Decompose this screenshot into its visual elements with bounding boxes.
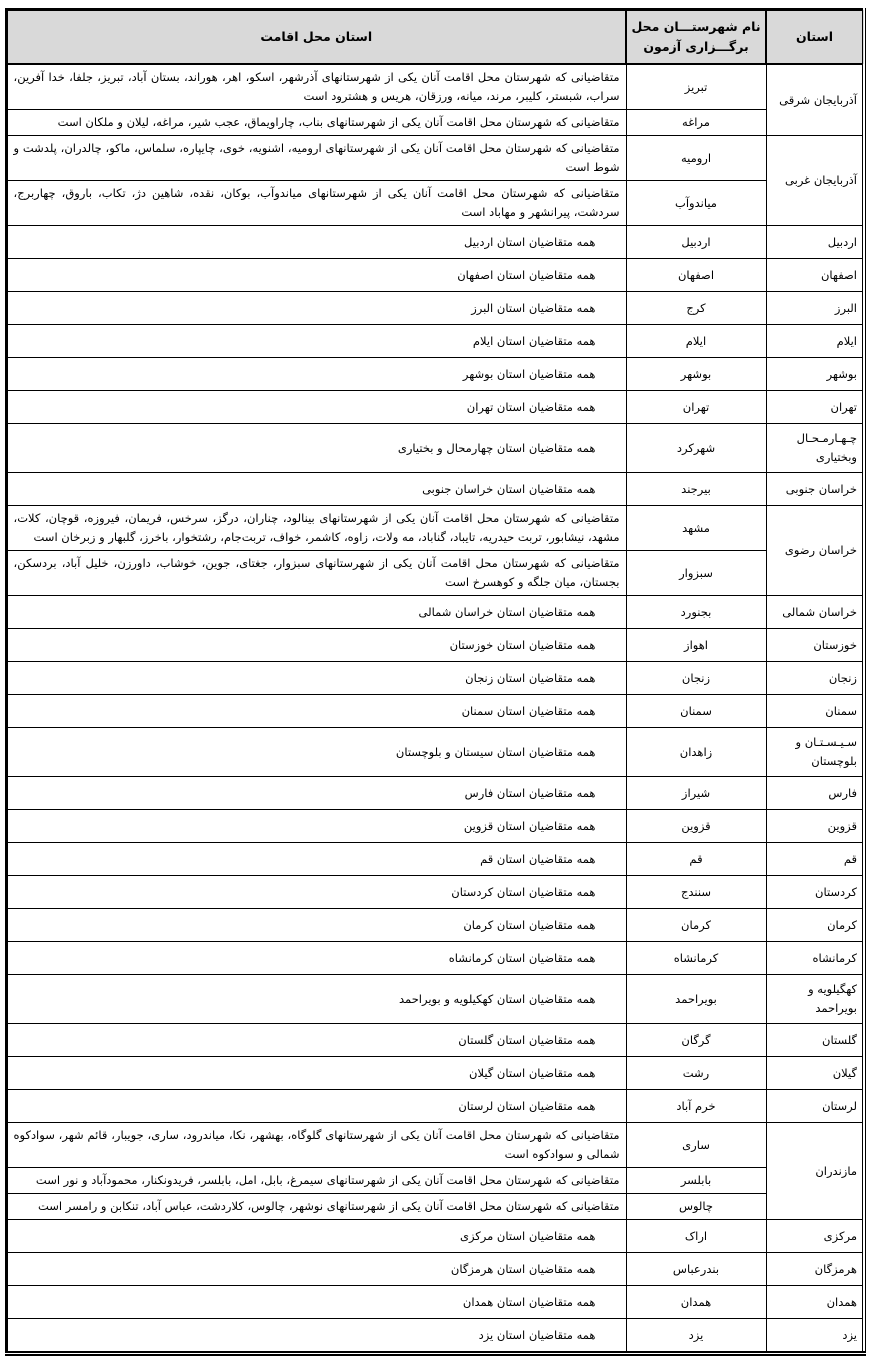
city-cell: سبزوار bbox=[626, 551, 766, 596]
table-row bbox=[6, 259, 864, 292]
city-cell: چالوس bbox=[626, 1194, 766, 1220]
table-row bbox=[6, 629, 864, 662]
province-cell: همدان bbox=[766, 1286, 864, 1319]
table-row bbox=[6, 1024, 864, 1057]
residence-cell: همه متقاضیان استان بوشهر bbox=[6, 358, 626, 391]
table-row bbox=[6, 942, 864, 975]
city-cell: اصفهان bbox=[626, 259, 766, 292]
residence-cell: همه متقاضیان استان فارس bbox=[6, 777, 626, 810]
table-row bbox=[6, 810, 864, 843]
residence-cell: همه متقاضیان استان خراسان شمالی bbox=[6, 596, 626, 629]
table-row bbox=[6, 358, 864, 391]
residence-cell: متقاضیانی که شهرستان محل اقامت آنان یکی از شهرستانهای بناب، چاراویماق، عجب شیر، مراغه، لیلان و ملکان است bbox=[6, 110, 626, 136]
city-cell: اهواز bbox=[626, 629, 766, 662]
exam-locations-table bbox=[5, 8, 867, 1356]
residence-cell: همه متقاضیان استان هرمزگان bbox=[6, 1253, 626, 1286]
table-body bbox=[6, 64, 864, 1354]
table-row bbox=[6, 1057, 864, 1090]
city-cell: میاندوآب bbox=[626, 181, 766, 226]
province-cell: لرستان bbox=[766, 1090, 864, 1123]
province-cell: خراسان رضوی bbox=[766, 506, 864, 596]
province-cell: خراسان جنوبی bbox=[766, 473, 864, 506]
residence-cell: متقاضیانی که شهرستان محل اقامت آنان یکی از شهرستانهای بینالود، چناران، درگز، سرخس، فریمان، فیروزه، قوچان، کلات، مشهد، نیشابور، تربت حیدریه، تایباد، گناباد، مه ولات، زاوه، کاشمر، خواف، تربت‌جام، رشتخوار، باخرز، گلبهار و زبرخان است bbox=[6, 506, 626, 551]
table-row bbox=[6, 909, 864, 942]
city-cell: شیراز bbox=[626, 777, 766, 810]
province-cell: تهران bbox=[766, 391, 864, 424]
residence-cell: همه متقاضیان استان زنجان bbox=[6, 662, 626, 695]
city-cell: مراغه bbox=[626, 110, 766, 136]
residence-cell: همه متقاضیان استان ایلام bbox=[6, 325, 626, 358]
city-cell: ایلام bbox=[626, 325, 766, 358]
residence-cell: همه متقاضیان استان خوزستان bbox=[6, 629, 626, 662]
province-cell: مرکزی bbox=[766, 1220, 864, 1253]
province-cell: سمنان bbox=[766, 695, 864, 728]
city-cell: قم bbox=[626, 843, 766, 876]
table-row bbox=[6, 1090, 864, 1123]
residence-cell: متقاضیانی که شهرستان محل اقامت آنان یکی از شهرستانهای نوشهر، چالوس، کلاردشت، عباس آباد، تنکابن و رامسر است bbox=[6, 1194, 626, 1220]
province-cell: سـیـسـتـان و بلوچستان bbox=[766, 728, 864, 777]
table-row bbox=[6, 1286, 864, 1319]
table-row bbox=[6, 662, 864, 695]
residence-cell: همه متقاضیان استان کهکیلویه و بویراحمد bbox=[6, 975, 626, 1024]
city-cell: مشهد bbox=[626, 506, 766, 551]
header-exam-city: نام شهرستـــان محل برگـــزاری آزمون bbox=[626, 10, 766, 65]
city-cell: بابلسر bbox=[626, 1168, 766, 1194]
residence-cell: همه متقاضیان استان سمنان bbox=[6, 695, 626, 728]
province-cell: کردستان bbox=[766, 876, 864, 909]
city-cell: بوشهر bbox=[626, 358, 766, 391]
city-cell: بجنورد bbox=[626, 596, 766, 629]
residence-cell: متقاضیانی که شهرستان محل اقامت آنان یکی از شهرستانهای سیمرغ، بابل، امل، بابلسر، فریدونکنار، محمودآباد و نور است bbox=[6, 1168, 626, 1194]
province-cell: آذربایجان غربی bbox=[766, 136, 864, 226]
table-row bbox=[6, 391, 864, 424]
residence-cell: همه متقاضیان استان تهران bbox=[6, 391, 626, 424]
city-cell: شهرکرد bbox=[626, 424, 766, 473]
residence-cell: متقاضیانی که شهرستان محل اقامت آنان یکی از شهرستانهای گلوگاه، بهشهر، نکا، میاندرود، ساری، جویبار، قائم شهر، سوادکوه شمالی و سوادکوه است bbox=[6, 1123, 626, 1168]
table-row bbox=[6, 777, 864, 810]
table-row bbox=[6, 110, 864, 136]
province-cell: هرمزگان bbox=[766, 1253, 864, 1286]
province-cell: اردبیل bbox=[766, 226, 864, 259]
city-cell: تهران bbox=[626, 391, 766, 424]
city-cell: تبریز bbox=[626, 64, 766, 110]
table-row bbox=[6, 1123, 864, 1168]
table-row bbox=[6, 876, 864, 909]
table-row bbox=[6, 843, 864, 876]
province-cell: یزد bbox=[766, 1319, 864, 1354]
city-cell: قزوین bbox=[626, 810, 766, 843]
city-cell: یزد bbox=[626, 1319, 766, 1354]
city-cell: کرمانشاه bbox=[626, 942, 766, 975]
table-row bbox=[6, 226, 864, 259]
province-cell: گیلان bbox=[766, 1057, 864, 1090]
city-cell: ساری bbox=[626, 1123, 766, 1168]
table-row bbox=[6, 695, 864, 728]
province-cell: کرمان bbox=[766, 909, 864, 942]
city-cell: زاهدان bbox=[626, 728, 766, 777]
table-row bbox=[6, 181, 864, 226]
province-cell: البرز bbox=[766, 292, 864, 325]
residence-cell: متقاضیانی که شهرستان محل اقامت آنان یکی از شهرستانهای میاندوآب، بوکان، نقده، شاهین دژ، تکاب، باروق، چهاربرج، سردشت، پیرانشهر و مهاباد است bbox=[6, 181, 626, 226]
residence-cell: همه متقاضیان استان چهارمحال و بختیاری bbox=[6, 424, 626, 473]
table-row bbox=[6, 1194, 864, 1220]
city-cell: خرم آباد bbox=[626, 1090, 766, 1123]
residence-cell: متقاضیانی که شهرستان محل اقامت آنان یکی از شهرستانهای ارومیه، اشنویه، خوی، چایپاره، سلماس، ماکو، چالدران، پلدشت و شوط است bbox=[6, 136, 626, 181]
residence-cell: همه متقاضیان استان کرمانشاه bbox=[6, 942, 626, 975]
province-cell: اصفهان bbox=[766, 259, 864, 292]
city-cell: سمنان bbox=[626, 695, 766, 728]
table-row bbox=[6, 1168, 864, 1194]
residence-cell: همه متقاضیان استان کردستان bbox=[6, 876, 626, 909]
city-cell: بویراحمد bbox=[626, 975, 766, 1024]
table-row bbox=[6, 64, 864, 110]
residence-cell: همه متقاضیان استان لرستان bbox=[6, 1090, 626, 1123]
province-cell: بوشهر bbox=[766, 358, 864, 391]
province-cell: ایلام bbox=[766, 325, 864, 358]
residence-cell: همه متقاضیان استان گیلان bbox=[6, 1057, 626, 1090]
residence-cell: همه متقاضیان استان گلستان bbox=[6, 1024, 626, 1057]
header-residence: استان محل اقامت bbox=[6, 10, 626, 65]
province-cell: قزوین bbox=[766, 810, 864, 843]
province-cell: آذربایجان شرقی bbox=[766, 64, 864, 136]
residence-cell: متقاضیانی که شهرستان محل اقامت آنان یکی از شهرستانهای آذرشهر، اسکو، اهر، هوراند، بستان آباد، تبریز، جلفا، خدا آفرین، سراب، شبستر، کلیبر، مرند، میانه، ورزقان، هریس و هشترود است bbox=[6, 64, 626, 110]
residence-cell: همه متقاضیان استان همدان bbox=[6, 1286, 626, 1319]
city-cell: کرمان bbox=[626, 909, 766, 942]
residence-cell: همه متقاضیان استان اردبیل bbox=[6, 226, 626, 259]
province-cell: فارس bbox=[766, 777, 864, 810]
city-cell: سنندج bbox=[626, 876, 766, 909]
city-cell: گرگان bbox=[626, 1024, 766, 1057]
table-row bbox=[6, 292, 864, 325]
residence-cell: همه متقاضیان استان کرمان bbox=[6, 909, 626, 942]
province-cell: کهگیلویه و بویراحمد bbox=[766, 975, 864, 1024]
city-cell: بیرجند bbox=[626, 473, 766, 506]
table-row bbox=[6, 1253, 864, 1286]
city-cell: زنجان bbox=[626, 662, 766, 695]
header-row bbox=[6, 10, 864, 65]
residence-cell: متقاضیانی که شهرستان محل اقامت آنان یکی از شهرستانهای سبزوار، جغتای، جوین، خوشاب، داورزن، خلیل آباد، بردسکن، بجستان، میان جلگه و کوهسرخ است bbox=[6, 551, 626, 596]
table-row bbox=[6, 728, 864, 777]
residence-cell: همه متقاضیان استان مرکزی bbox=[6, 1220, 626, 1253]
table-row bbox=[6, 506, 864, 551]
table-row bbox=[6, 1319, 864, 1354]
city-cell: همدان bbox=[626, 1286, 766, 1319]
city-cell: ارومیه bbox=[626, 136, 766, 181]
table-row bbox=[6, 424, 864, 473]
table-row bbox=[6, 473, 864, 506]
province-cell: قم bbox=[766, 843, 864, 876]
city-cell: اراک bbox=[626, 1220, 766, 1253]
table-row bbox=[6, 975, 864, 1024]
table-row bbox=[6, 136, 864, 181]
city-cell: بندرعباس bbox=[626, 1253, 766, 1286]
province-cell: زنجان bbox=[766, 662, 864, 695]
residence-cell: همه متقاضیان استان خراسان جنوبی bbox=[6, 473, 626, 506]
city-cell: اردبیل bbox=[626, 226, 766, 259]
province-cell: مازندران bbox=[766, 1123, 864, 1220]
residence-cell: همه متقاضیان استان سیستان و بلوچستان bbox=[6, 728, 626, 777]
residence-cell: همه متقاضیان استان قزوین bbox=[6, 810, 626, 843]
province-cell: کرمانشاه bbox=[766, 942, 864, 975]
header-province: استان bbox=[766, 10, 864, 65]
province-cell: خوزستان bbox=[766, 629, 864, 662]
residence-cell: همه متقاضیان استان اصفهان bbox=[6, 259, 626, 292]
province-cell: گلستان bbox=[766, 1024, 864, 1057]
residence-cell: همه متقاضیان استان یزد bbox=[6, 1319, 626, 1354]
table-row bbox=[6, 596, 864, 629]
table-row bbox=[6, 1220, 864, 1253]
table-row bbox=[6, 325, 864, 358]
province-cell: خراسان شمالی bbox=[766, 596, 864, 629]
city-cell: کرج bbox=[626, 292, 766, 325]
residence-cell: همه متقاضیان استان البرز bbox=[6, 292, 626, 325]
table-row bbox=[6, 551, 864, 596]
city-cell: رشت bbox=[626, 1057, 766, 1090]
province-cell: چـهـارمـحـال وبختیاری bbox=[766, 424, 864, 473]
residence-cell: همه متقاضیان استان قم bbox=[6, 843, 626, 876]
